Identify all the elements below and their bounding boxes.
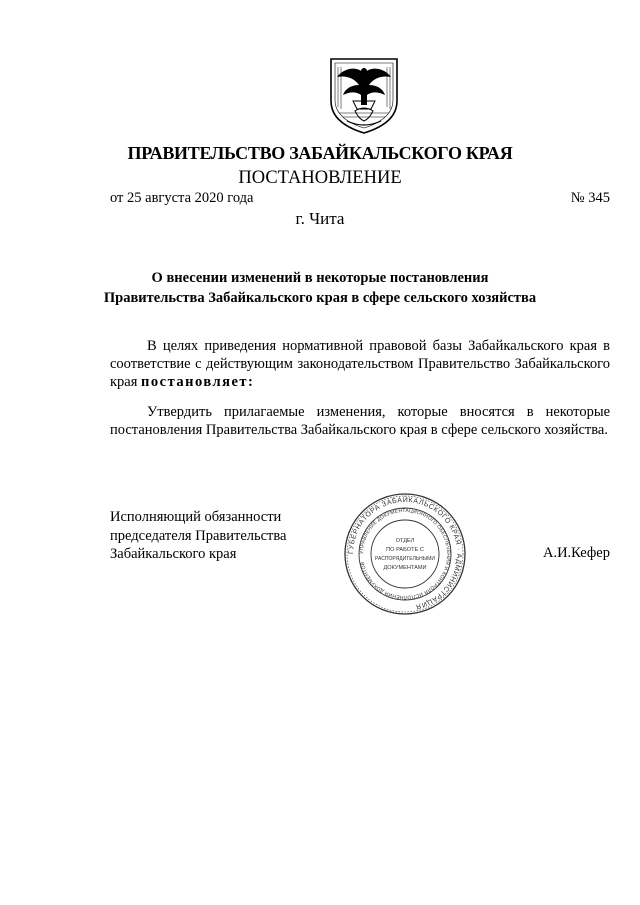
signer-position-line: председателя Правительства [110,527,287,544]
stamp-outer-text: ГУБЕРНАТОРА ЗАБАЙКАЛЬСКОГО КРАЯ · АДМИНИСТРАЦИЯ [347,496,463,610]
signer-position-line: Исполняющий обязанности [110,509,282,525]
coat-of-arms-icon [325,55,403,135]
stamp-center-line: ОТДЕЛ [395,538,415,544]
government-title: ПРАВИТЕЛЬСТВО ЗАБАЙКАЛЬСКОГО КРАЯ [127,143,513,163]
resolution-verb: постановляет: [141,374,255,390]
signer-position [110,508,286,564]
document-type: ПОСТАНОВЛЕНИЕ [238,168,402,188]
signer-position-line: Забайкальского края [110,546,237,562]
stamp-center-line: ПО РАБОТЕ С [386,547,424,553]
document-city: г. Чита [295,209,345,228]
stamp-center-line: РАСПОРЯДИТЕЛЬНЫМИ [375,556,435,562]
document-number: № 345 [570,190,610,206]
stamp-center-line: ДОКУМЕНТАМИ [383,565,427,571]
body-paragraph-1-text: В целях приведения нормативной правовой базы Забайкальского края в соответствие с действующим законодательством Правительство Забайкальского края [110,338,610,390]
signer-name: А.И.Кефер [542,545,610,561]
svg-text:УПРАВЛЕНИЕ ДОКУМЕНТАЦИОННОГО О [359,508,451,600]
body-paragraph-2: Утвердить прилагаемые изменения, которые вносятся в некоторые постановления Правительства Забайкальского края в сфере сельского хозяйства. [110,404,610,438]
stamp-inner-text: УПРАВЛЕНИЕ ДОКУМЕНТАЦИОННОГО ОБЕСПЕЧЕНИЯ И КОНТРОЛЯ ИСПОЛНЕНИЯ ДОКУМЕНТОВ [358,507,452,601]
document-subject: О внесении изменений в некоторые постановления Правительства Забайкальского края в сфере сельского хозяйства [103,270,537,306]
body-paragraph-1 [110,337,610,391]
document-date: от 25 августа 2020 года [110,190,254,206]
official-stamp [343,492,467,616]
